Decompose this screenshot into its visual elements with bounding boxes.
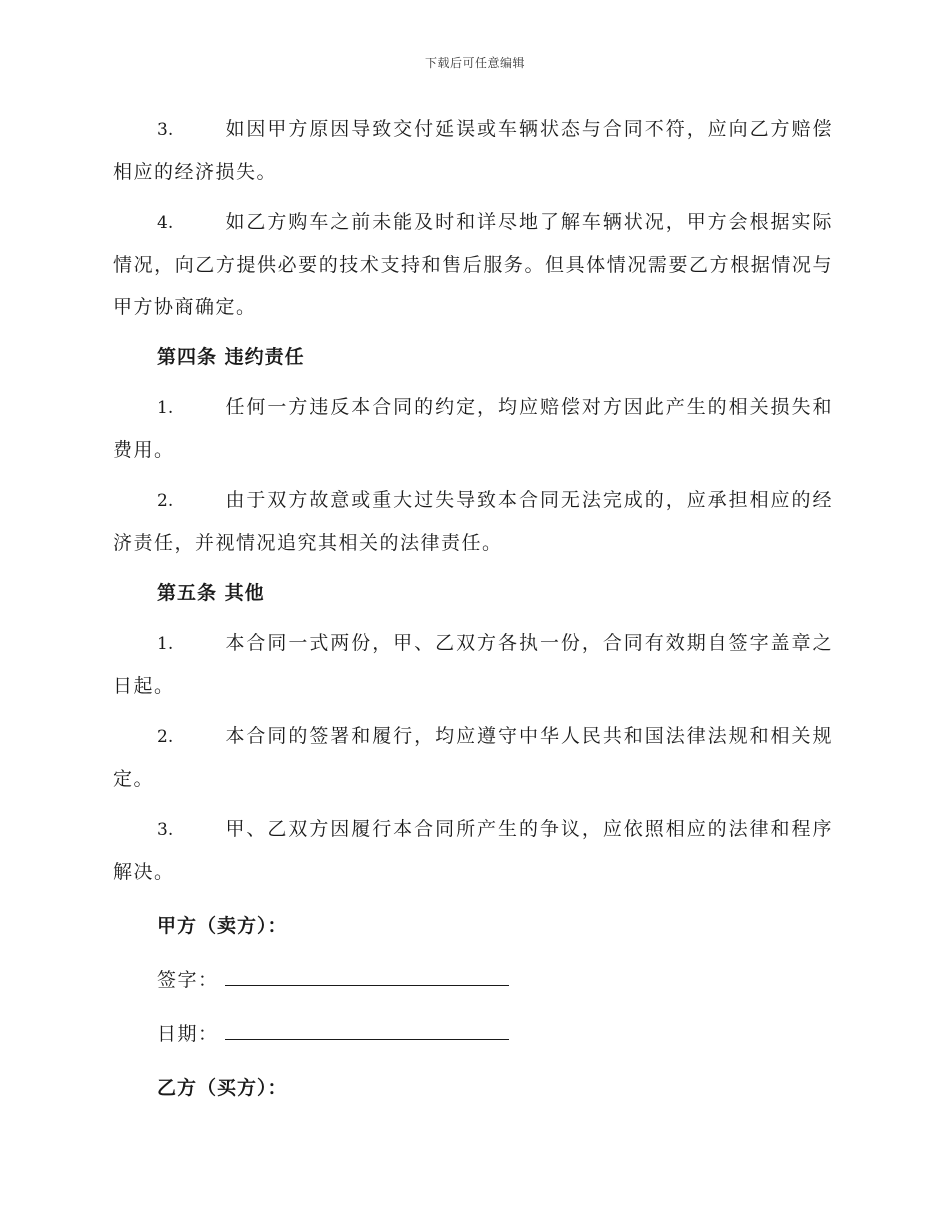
clause-5-1 [113,622,833,707]
signature-blank[interactable] [225,957,509,986]
clause-4-2 [113,479,833,564]
document-body [113,108,833,1119]
party-a-date-line [113,1011,833,1055]
clause-number: 3. [157,820,174,840]
clause-4-1 [113,386,833,471]
clause-5-2 [113,715,833,800]
section-title-other: 第五条 其他 [157,582,265,604]
clause-text: 甲、乙双方因履行本合同所产生的争议，应依照相应的法律和程序解决。 [113,818,833,883]
date-blank[interactable] [225,1011,509,1040]
party-a-title: 甲方（卖方）： [157,915,288,937]
clause-5-3 [113,808,833,893]
party-b-title: 乙方（买方）： [157,1077,288,1099]
clause-text: 如因甲方原因导致交付延误或车辆状态与合同不符，应向乙方赔偿相应的经济损失。 [113,118,833,183]
date-label: 日期： [157,1023,219,1045]
clause-text: 由于双方故意或重大过失导致本合同无法完成的，应承担相应的经济责任，并视情况追究其相关的法律责任。 [113,489,833,554]
party-a-signature-line [113,957,833,1001]
clause-number: 3. [157,120,174,140]
clause-number: 2. [157,727,174,747]
clause-text: 本合同一式两份，甲、乙双方各执一份，合同有效期自签字盖章之日起。 [113,632,833,697]
clause-text: 本合同的签署和履行，均应遵守中华人民共和国法律法规和相关规定。 [113,725,833,790]
clause-number: 1. [157,398,174,418]
section-title-breach: 第四条 违约责任 [157,346,305,368]
clause-text: 如乙方购车之前未能及时和详尽地了解车辆状况，甲方会根据实际情况，向乙方提供必要的技术支持和售后服务。但具体情况需要乙方根据情况与甲方协商确定。 [113,211,833,318]
clause-number: 1. [157,634,174,654]
clause-3-4 [113,201,833,328]
clause-number: 4. [157,213,174,233]
clause-number: 2. [157,491,174,511]
signature-label: 签字： [157,969,219,991]
header-note: 下载后可任意编辑 [424,56,525,70]
clause-text: 任何一方违反本合同的约定，均应赔偿对方因此产生的相关损失和费用。 [113,396,833,461]
clause-3-3 [113,108,833,193]
